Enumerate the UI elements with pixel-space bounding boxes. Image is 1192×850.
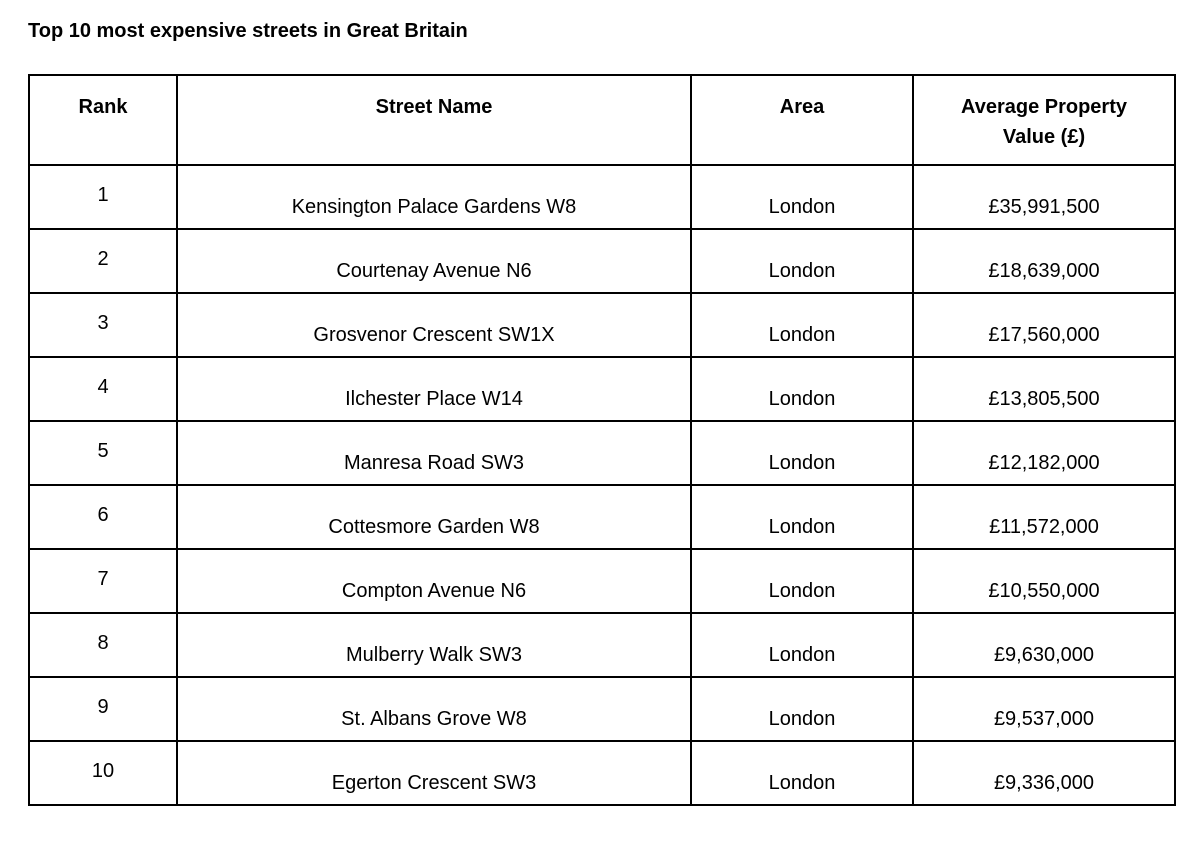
table-row [29,293,1175,357]
area-cell [691,613,913,677]
property-value-cell-text: £9,630,000 [993,644,1095,666]
header-value-line-2: Value (£) [1002,126,1086,148]
rank-cell [29,229,177,293]
street-name-cell [177,741,691,805]
area-cell [691,485,913,549]
area-cell [691,165,913,229]
rank-cell [29,485,177,549]
table-row [29,421,1175,485]
property-value-cell-text: £9,336,000 [993,772,1095,794]
rank-cell-text: 3 [97,312,109,334]
area-cell [691,357,913,421]
area-cell-text: London [768,708,836,730]
street-name-cell-text: Mulberry Walk SW3 [346,644,522,666]
street-name-cell-text: Kensington Palace Gardens W8 [291,196,577,218]
street-name-cell [177,677,691,741]
area-cell-text: London [768,324,836,346]
property-value-cell [913,165,1175,229]
rank-cell-text: 6 [97,504,109,526]
area-cell [691,293,913,357]
street-name-cell [177,229,691,293]
table-row [29,357,1175,421]
property-value-cell [913,421,1175,485]
area-cell-text: London [768,196,836,218]
property-value-cell-text: £12,182,000 [988,452,1100,474]
street-name-cell [177,421,691,485]
street-name-cell [177,165,691,229]
rank-cell-text: 7 [97,568,109,590]
street-name-cell [177,549,691,613]
rank-cell [29,613,177,677]
property-value-cell-text: £10,550,000 [988,580,1100,602]
street-name-cell [177,613,691,677]
property-value-cell-text: £18,639,000 [988,260,1100,282]
property-value-cell-text: £13,805,500 [988,388,1100,410]
street-name-cell-text: Egerton Crescent SW3 [331,772,537,794]
street-name-cell [177,357,691,421]
property-value-cell [913,613,1175,677]
header-average-property-value [913,75,1175,165]
table-row [29,549,1175,613]
table-row [29,741,1175,805]
rank-cell [29,293,177,357]
rank-cell [29,165,177,229]
street-name-cell-text: Compton Avenue N6 [341,580,527,602]
property-value-cell [913,485,1175,549]
table-row [29,229,1175,293]
rank-cell [29,741,177,805]
table-header-row [29,75,1175,165]
property-value-cell [913,293,1175,357]
area-cell [691,421,913,485]
area-cell-text: London [768,580,836,602]
rank-cell [29,677,177,741]
rank-cell [29,549,177,613]
rank-cell-text: 10 [91,760,115,782]
rank-cell-text: 5 [97,440,109,462]
rank-cell [29,421,177,485]
header-area: Area [691,75,913,165]
area-cell-text: London [768,644,836,666]
street-name-cell-text: St. Albans Grove W8 [341,708,527,730]
area-cell-text: London [768,388,836,410]
rank-cell-text: 9 [97,696,109,718]
area-cell-text: London [768,260,836,282]
table-row [29,485,1175,549]
property-value-cell [913,741,1175,805]
page-title: Top 10 most expensive streets in Great Britain [28,20,468,42]
area-cell-text: London [768,516,836,538]
street-name-cell-text: Grosvenor Crescent SW1X [313,324,555,346]
area-cell [691,677,913,741]
streets-table [28,74,1176,806]
table-row [29,613,1175,677]
area-cell [691,549,913,613]
rank-cell-text: 1 [97,184,109,206]
rank-cell [29,357,177,421]
property-value-cell-text: £35,991,500 [988,196,1100,218]
property-value-cell [913,229,1175,293]
property-value-cell [913,549,1175,613]
street-name-cell [177,293,691,357]
street-name-cell [177,485,691,549]
rank-cell-text: 4 [97,376,109,398]
property-value-cell-text: £9,537,000 [993,708,1095,730]
area-cell [691,229,913,293]
property-value-cell [913,357,1175,421]
street-name-cell-text: Manresa Road SW3 [343,452,525,474]
street-name-cell-text: Courtenay Avenue N6 [336,260,532,282]
street-name-cell-text: Cottesmore Garden W8 [328,516,540,538]
rank-cell-text: 2 [97,248,109,270]
table-row [29,165,1175,229]
area-cell-text: London [768,772,836,794]
header-street-name: Street Name [177,75,691,165]
table-row [29,677,1175,741]
street-name-cell-text: Ilchester Place W14 [345,388,523,410]
area-cell [691,741,913,805]
rank-cell-text: 8 [97,632,109,654]
header-rank: Rank [29,75,177,165]
header-value-line-1: Average Property [961,96,1127,118]
property-value-cell [913,677,1175,741]
area-cell-text: London [768,452,836,474]
property-value-cell-text: £17,560,000 [988,324,1100,346]
property-value-cell-text: £11,572,000 [989,516,1099,538]
